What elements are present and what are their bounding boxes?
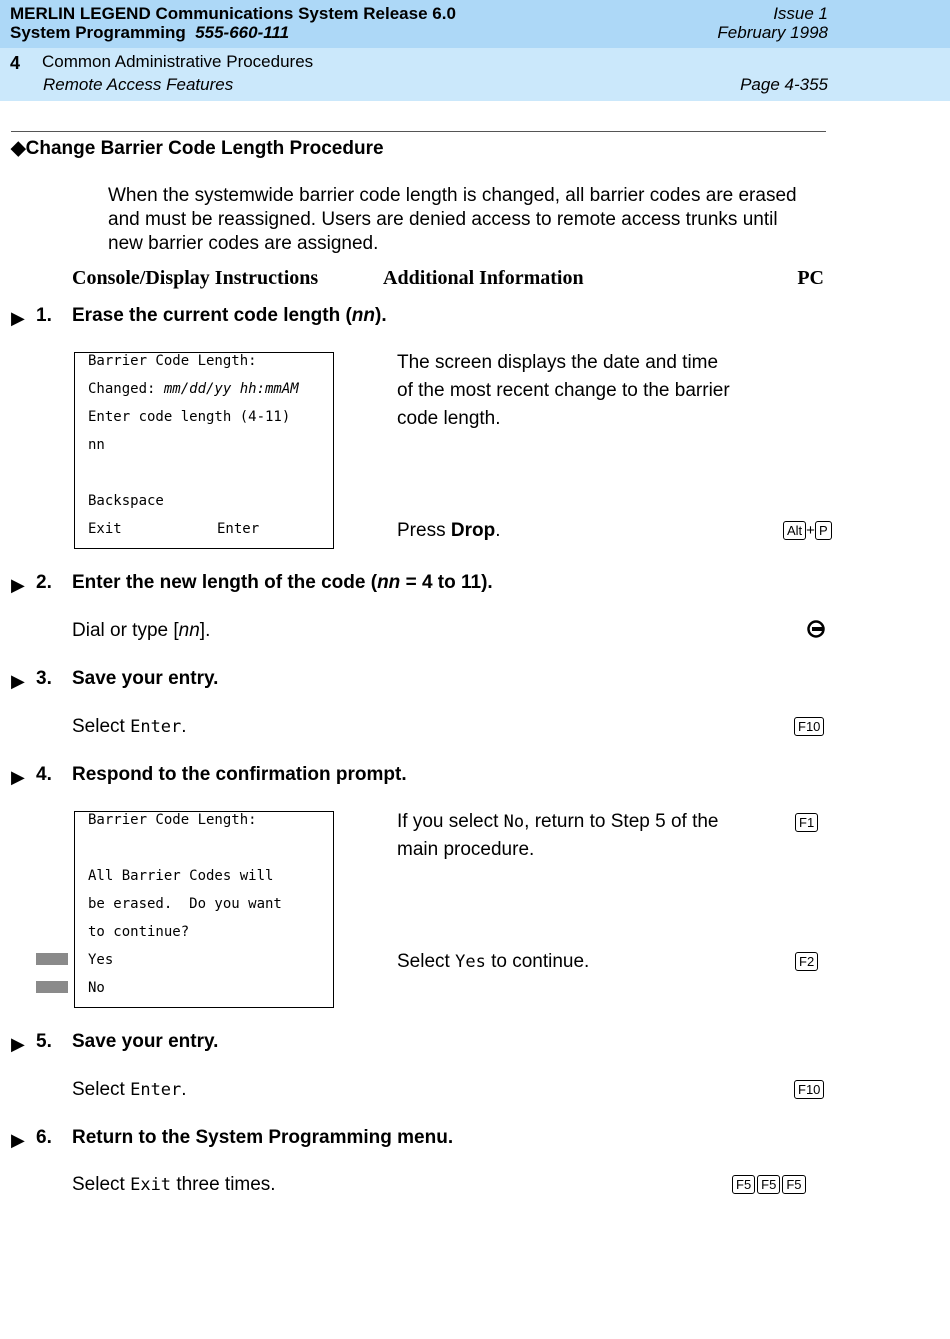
- dial-pad-icon: [806, 619, 826, 639]
- section-divider: [11, 131, 826, 132]
- procedure-heading: [11, 137, 384, 160]
- step1-info-line-2: of the most recent change to the barrier: [397, 380, 730, 401]
- step1-info-line-1: The screen displays the date and time: [397, 352, 719, 373]
- display-screen-2: [74, 811, 334, 1008]
- book-name: System Programming: [10, 23, 186, 42]
- step4-no-keys: [795, 813, 818, 832]
- step-1-number: 1.: [36, 305, 52, 326]
- step4-no-line-2: main procedure.: [397, 839, 535, 860]
- step1-info-line-3: code length.: [397, 408, 501, 429]
- step1-press-drop: Press Drop.: [397, 520, 501, 541]
- step5-keys: [794, 1080, 824, 1099]
- step-arrow-icon: ▶: [11, 767, 25, 787]
- step-4-number: 4.: [36, 764, 52, 785]
- step3-keys: [794, 717, 824, 736]
- step-6-number: 6.: [36, 1127, 52, 1148]
- step3-instruction: Select Enter.: [72, 716, 187, 737]
- screen1-line-2: Changed: mm/dd/yy hh:mmAM: [88, 381, 299, 397]
- screen1-enter: Enter: [217, 521, 260, 537]
- display-screen-1: [74, 352, 334, 549]
- column-console: Console/Display Instructions: [72, 267, 319, 289]
- book-number: 555-660-111: [195, 23, 290, 42]
- step2-instruction: Dial or type [nn].: [72, 620, 211, 641]
- chapter-number: 4: [10, 53, 21, 73]
- step-5-title: Save your entry.: [72, 1031, 219, 1052]
- f5-key: F5: [732, 1175, 755, 1194]
- issue-label: Issue 1: [773, 4, 828, 23]
- product-title: MERLIN LEGEND Communications System Release 6.0: [10, 4, 456, 23]
- step-2-title: Enter the new length of the code (nn = 4 to 11).: [72, 572, 493, 593]
- step-2-number: 2.: [36, 572, 52, 593]
- step1-keys: Alt + P: [783, 521, 832, 540]
- intro-line-2: and must be reassigned. Users are denied access to remote access trunks until: [108, 209, 778, 230]
- diamond-icon: ◆: [11, 138, 26, 159]
- screen2-line-5: to continue?: [88, 924, 190, 940]
- step-6-title: Return to the System Programming menu.: [72, 1127, 454, 1148]
- step-1-title: Erase the current code length (nn).: [72, 305, 387, 326]
- chapter-title: Common Administrative Procedures: [42, 52, 314, 71]
- p-key: P: [815, 521, 832, 540]
- f1-key: F1: [795, 813, 818, 832]
- f5-key: F5: [782, 1175, 805, 1194]
- step-arrow-icon: ▶: [11, 308, 25, 328]
- step-3-title: Save your entry.: [72, 668, 219, 689]
- f5-key: F5: [757, 1175, 780, 1194]
- screen2-no: No: [88, 980, 105, 996]
- step5-instruction: Select Enter.: [72, 1079, 187, 1100]
- screen1-line-1: Barrier Code Length:: [88, 353, 257, 369]
- intro-line-1: When the systemwide barrier code length is changed, all barrier codes are erased: [108, 185, 797, 206]
- screen2-line-4: be erased. Do you want: [88, 896, 282, 912]
- step-arrow-icon: ▶: [11, 671, 25, 691]
- screen1-exit: Exit: [88, 521, 122, 537]
- f10-key: F10: [794, 1080, 824, 1099]
- yes-softkey-indicator: [36, 953, 68, 965]
- step-arrow-icon: ▶: [11, 575, 25, 595]
- procedure-title: Change Barrier Code Length Procedure: [25, 138, 384, 159]
- column-additional: Additional Information: [383, 267, 584, 289]
- intro-line-3: new barrier codes are assigned.: [108, 233, 379, 254]
- screen1-line-4: nn: [88, 437, 105, 453]
- step4-yes-line: Select Yes to continue.: [397, 951, 590, 972]
- no-softkey-indicator: [36, 981, 68, 993]
- step4-yes-keys: [795, 952, 818, 971]
- f10-key: F10: [794, 717, 824, 736]
- step-5-number: 5.: [36, 1031, 52, 1052]
- book-title: [10, 23, 289, 43]
- screen1-line-3: Enter code length (4-11): [88, 409, 291, 425]
- screen1-backspace: Backspace: [88, 493, 164, 509]
- f2-key: F2: [795, 952, 818, 971]
- page-number: Page 4-355: [740, 75, 828, 94]
- alt-key: Alt: [783, 521, 806, 540]
- screen2-line-1: Barrier Code Length:: [88, 812, 257, 828]
- step-4-title: Respond to the confirmation prompt.: [72, 764, 407, 785]
- screen2-yes: Yes: [88, 952, 114, 968]
- step-arrow-icon: ▶: [11, 1130, 25, 1150]
- section-title: Remote Access Features: [43, 75, 234, 94]
- issue-date: February 1998: [717, 23, 828, 42]
- step4-no-line-1: If you select No, return to Step 5 of the: [397, 811, 719, 832]
- step6-instruction: Select Exit three times.: [72, 1174, 276, 1195]
- screen2-line-3: All Barrier Codes will: [88, 868, 274, 884]
- column-pc: PC: [797, 267, 824, 289]
- step6-keys: [732, 1175, 806, 1194]
- step-arrow-icon: ▶: [11, 1034, 25, 1054]
- step-3-number: 3.: [36, 668, 52, 689]
